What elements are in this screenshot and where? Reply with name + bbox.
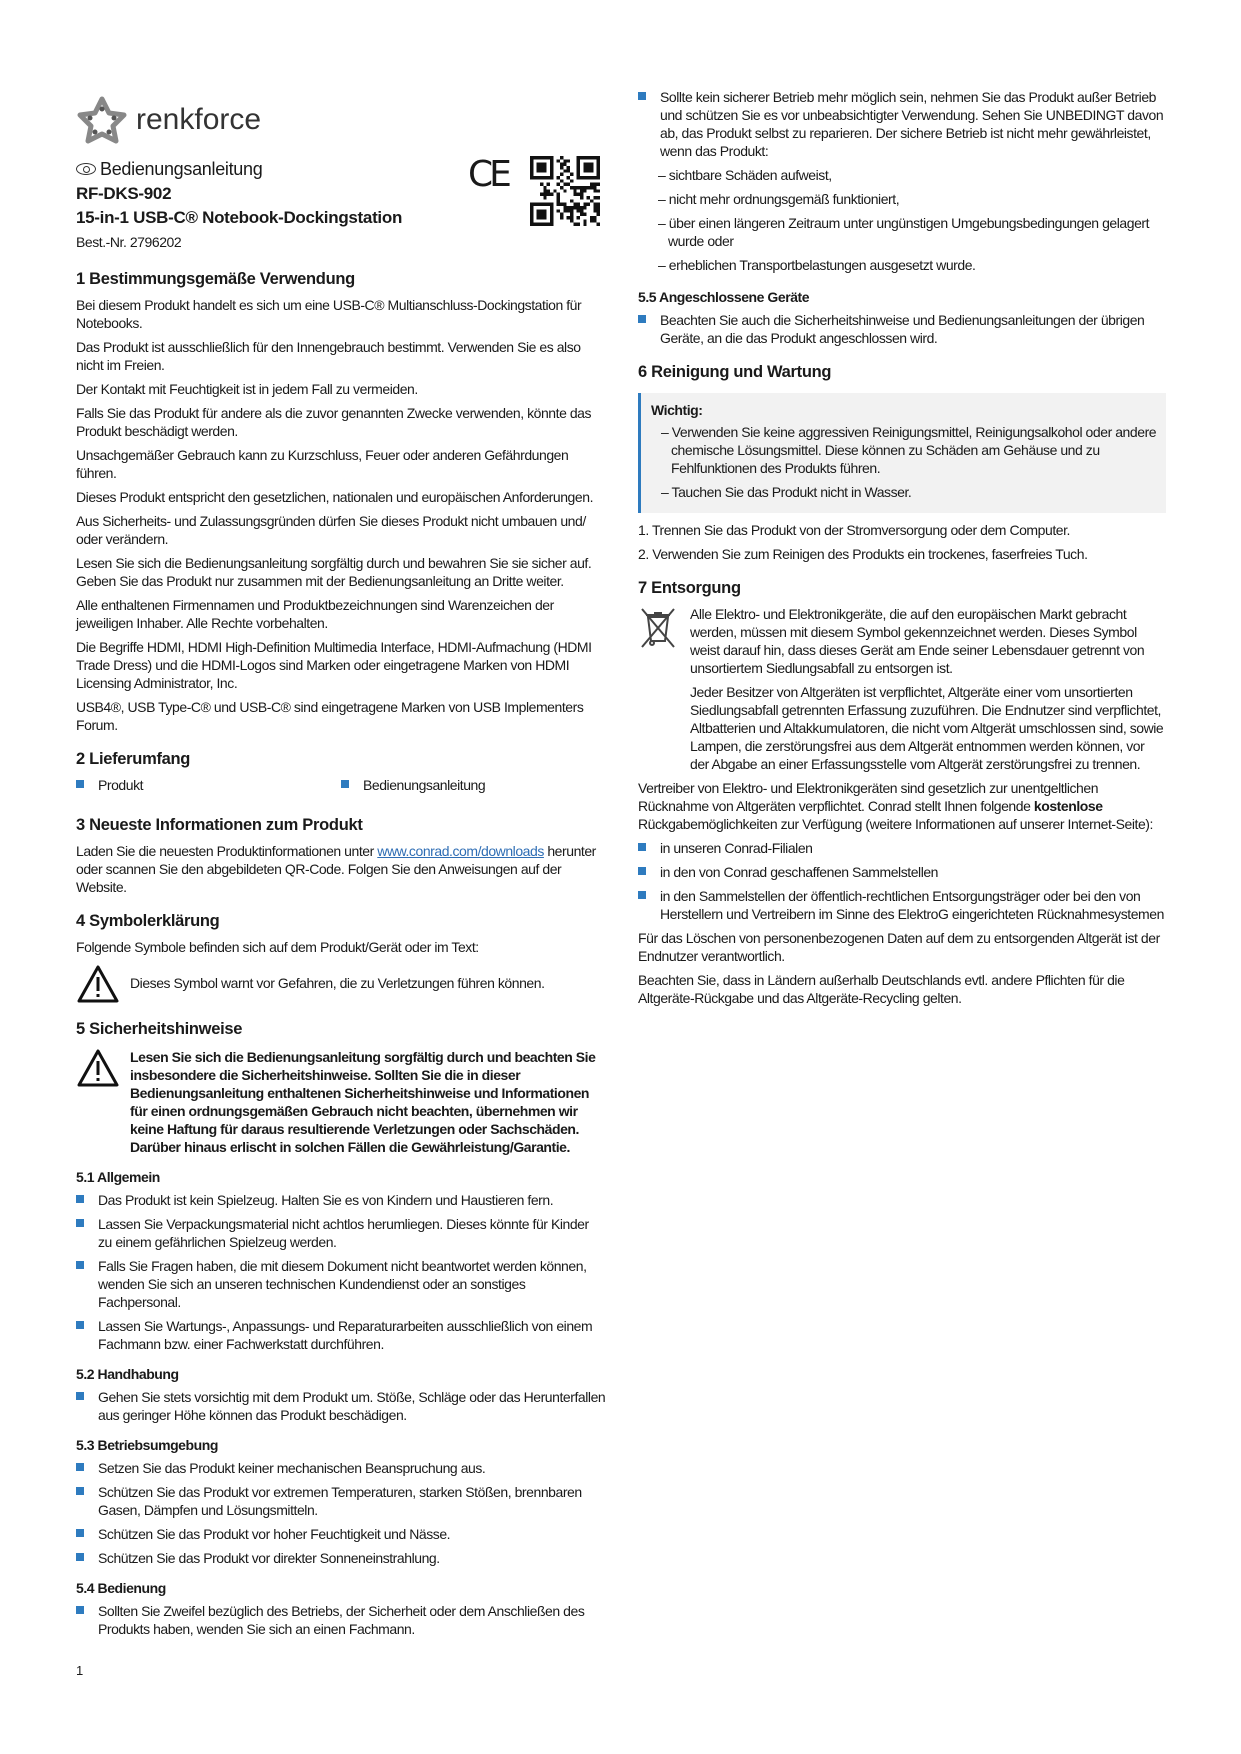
downloads-link[interactable]: www.conrad.com/downloads	[377, 843, 544, 859]
section-heading: 5.4 Bedienung	[76, 1580, 166, 1596]
bullet-item: Lassen Sie Wartungs-, Anpassungs- und Reparaturarbeiten ausschließlich von einem Fachmann bzw. einer Fachwerkstatt durchführen.	[76, 1317, 606, 1353]
delivery-item: Bedienungsanleitung	[341, 776, 606, 794]
product-title: 15-in-1 USB-C® Notebook-Dockingstation	[76, 208, 403, 227]
bullet-item: in unseren Conrad-Filialen	[638, 839, 1166, 857]
bullet-item: Sollte kein sicherer Betrieb mehr möglich sein, nehmen Sie das Produkt außer Betrieb und schützen Sie es vor unbeabsichtigter Verwendung. Sehen Sie UNBEDINGT davon ab, das Produkt selbst zu reparieren. Der sichere Betrieb ist nicht mehr gewährleistet, wenn das Produkt:	[638, 88, 1166, 160]
warning-triangle-icon	[76, 1048, 120, 1088]
dash-item: – erheblichen Transportbelastungen ausgesetzt wurde.	[658, 257, 976, 273]
paragraph: 1. Trennen Sie das Produkt von der Stromversorgung oder dem Computer.	[638, 522, 1070, 538]
bullet-item: Sollten Sie Zweifel bezüglich des Betriebs, der Sicherheit oder dem Anschließen des Produkts haben, wenden Sie sich an einen Fachmann.	[76, 1602, 606, 1638]
paragraph: Bei diesem Produkt handelt es sich um eine USB-C® Multianschluss-Dockingstation für Notebooks.	[76, 297, 582, 331]
paragraph: Die Begriffe HDMI, HDMI High-Definition Multimedia Interface, HDMI-Aufmachung (HDMI Trade Dress) und die HDMI-Logos sind Marken oder eingetragene Marken von HDMI Licensing Administrator, Inc.	[76, 639, 592, 691]
document-header	[76, 156, 606, 254]
manual-label: Bedienungsanleitung	[100, 159, 263, 179]
paragraph: Alle Elektro- und Elektronikgeräte, die auf den europäischen Markt gebracht werden, müssen mit diesem Symbol gekennzeichnet werden. Dieses Symbol weist darauf hin, dass dieses Gerät am Ende seiner Lebensdauer getrennt von unsortiertem Siedlungsabfall zu entsorgen ist.	[690, 606, 1145, 676]
page-number: 1	[76, 1663, 83, 1678]
language-de-icon	[76, 163, 96, 175]
bullet-item: Schützen Sie das Produkt vor hoher Feuchtigkeit und Nässe.	[76, 1525, 606, 1543]
paragraph: Jeder Besitzer von Altgeräten ist verpflichtet, Altgeräte einer vom unsortierten Siedlungsabfall getrennten Erfassung zuzuführen. Die Endnutzer sind verpflichtet, Altbatterien und Altakkumulatoren, die nicht vom Altgerät umschlossen sind, sowie Lampen, die zerstörungsfrei aus dem Altgerät entnommen werden können, vor der Abgabe an einer Erfassungsstelle vom Altgerät zerstörungsfrei zu trennen.	[690, 684, 1164, 772]
dash-item: – sichtbare Schäden aufweist,	[658, 167, 832, 183]
bullet-item: Falls Sie Fragen haben, die mit diesem Dokument nicht beantwortet werden können, wenden Sie sich an unseren technischen Kundendienst oder an sonstiges Fachpersonal.	[76, 1257, 606, 1311]
ce-mark: CE	[468, 154, 508, 195]
bullet-item: Lassen Sie Verpackungsmaterial nicht achtlos herumliegen. Dieses könnte für Kinder zu einem gefährlichen Spielzeug werden.	[76, 1215, 606, 1251]
text-run: herunter oder scannen Sie den abgebildeten QR-Code. Folgen Sie den Anweisungen auf der Website.	[76, 843, 596, 895]
paragraph: USB4®, USB Type-C® und USB-C® sind eingetragene Marken von USB Implementers Forum.	[76, 699, 584, 733]
paragraph: Aus Sicherheits- und Zulassungsgründen dürfen Sie dieses Produkt nicht umbauen und/ oder verändern.	[76, 513, 586, 547]
dash-item: – über einen längeren Zeitraum unter ungünstigen Umgebungsbedingungen gelagert wurde oder	[658, 215, 1150, 249]
left-column	[76, 92, 606, 1644]
order-number: Best.-Nr. 2796202	[76, 234, 182, 250]
disposal-notice	[638, 605, 1166, 779]
model-number: RF-DKS-902	[76, 184, 172, 203]
text-run: Vertreiber von Elektro- und Elektronikgeräten sind gesetzlich zur unentgeltlichen Rücknahme von Altgeräten verpflichtet. Conrad stellt Ihnen folgende	[638, 780, 1099, 814]
brand-name: renkforce	[136, 103, 262, 136]
section-heading: 6 Reinigung und Wartung	[638, 363, 832, 381]
paragraph	[638, 779, 1166, 833]
paragraph: 2. Verwenden Sie zum Reinigen des Produkts ein trockenes, faserfreies Tuch.	[638, 546, 1088, 562]
paragraph: Dieses Produkt entspricht den gesetzlichen, nationalen und europäischen Anforderungen.	[76, 489, 594, 505]
text-run: Laden Sie die neuesten Produktinformationen unter	[76, 843, 378, 859]
left-content	[76, 268, 606, 1638]
qr-code[interactable]	[530, 156, 600, 226]
bullet-item: Beachten Sie auch die Sicherheitshinweise und Bedienungsanleitungen der übrigen Geräte, an die das Produkt angeschlossen wird.	[638, 311, 1166, 347]
dash-item: – nicht mehr ordnungsgemäß funktioniert,	[658, 191, 900, 207]
text-run: Rückgabemöglichkeiten zur Verfügung (weitere Informationen auf unserer Internet-Seite):	[638, 816, 1153, 832]
warning-triangle-icon	[76, 964, 120, 1004]
bullet-item: Setzen Sie das Produkt keiner mechanischen Beanspruchung aus.	[76, 1459, 606, 1477]
paragraph: Folgende Symbole befinden sich auf dem Produkt/Gerät oder im Text:	[76, 939, 479, 955]
scope-of-delivery-list	[76, 776, 606, 800]
warning-text: Dieses Symbol warnt vor Gefahren, die zu Verletzungen führen können.	[130, 975, 545, 991]
delivery-item: Produkt	[76, 776, 341, 794]
section-heading: 5.2 Handhabung	[76, 1366, 179, 1382]
important-box	[638, 393, 1166, 513]
section-heading: 5 Sicherheitshinweise	[76, 1020, 243, 1038]
right-column	[638, 88, 1166, 1013]
paragraph: Lesen Sie sich die Bedienungsanleitung sorgfältig durch und bewahren Sie sie sicher auf. Geben Sie das Produkt nur zusammen mit der Bedienungsanleitung an Dritte weiter.	[76, 555, 592, 589]
renkforce-star-icon	[76, 95, 128, 145]
warning-notice	[76, 1048, 606, 1156]
section-heading: 5.3 Betriebsumgebung	[76, 1437, 218, 1453]
paragraph: Das Produkt ist ausschließlich für den Innengebrauch bestimmt. Verwenden Sie es also nicht im Freien.	[76, 339, 581, 373]
renkforce-logo	[76, 92, 606, 148]
important-item: – Verwenden Sie keine aggressiven Reinigungsmittel, Reinigungsalkohol oder andere chemische Lösungsmittel. Diese können zu Schäden am Gehäuse und zu Fehlfunktionen des Produkts führen.	[661, 424, 1157, 476]
section-heading: 1 Bestimmungsgemäße Verwendung	[76, 270, 355, 288]
section-heading: 7 Entsorgung	[638, 579, 741, 597]
warning-text: Lesen Sie sich die Bedienungsanleitung sorgfältig durch und beachten Sie insbesondere die Sicherheitshinweise. Sollten Sie die in dieser Bedienungsanleitung enthaltenen Sicherheitshinweise und Informationen für einen ordnungsgemäßen Gebrauch nicht beachten, übernehmen wir keine Haftung für daraus resultierende Verletzungen oder Sachschäden. Darüber hinaus erlischt in solchen Fällen die Gewährleistung/Garantie.	[130, 1049, 596, 1155]
paragraph: Falls Sie das Produkt für andere als die zuvor genannten Zwecke verwenden, könnte das Produkt beschädigt werden.	[76, 405, 592, 439]
section-heading: 3 Neueste Informationen zum Produkt	[76, 816, 363, 834]
bullet-item: Das Produkt ist kein Spielzeug. Halten Sie es von Kindern und Haustieren fern.	[76, 1191, 606, 1209]
section-heading: 4 Symbolerklärung	[76, 912, 220, 930]
paragraph: Der Kontakt mit Feuchtigkeit ist in jedem Fall zu vermeiden.	[76, 381, 418, 397]
paragraph: Beachten Sie, dass in Ländern außerhalb Deutschlands evtl. andere Pflichten für die Altgeräte-Rückgabe und das Altgeräte-Recycling gelten.	[638, 972, 1125, 1006]
section-heading: 5.5 Angeschlossene Geräte	[638, 289, 810, 305]
bullet-item: in den von Conrad geschaffenen Sammelstellen	[638, 863, 1166, 881]
disposal-text	[690, 605, 1166, 779]
paragraph: Alle enthaltenen Firmennamen und Produktbezeichnungen sind Warenzeichen der jeweiligen Inhaber. Alle Rechte vorbehalten.	[76, 597, 554, 631]
warning-notice	[76, 964, 606, 1004]
section-heading: 5.1 Allgemein	[76, 1169, 160, 1185]
important-item: – Tauchen Sie das Produkt nicht in Wasser.	[661, 484, 912, 500]
paragraph: Für das Löschen von personenbezogenen Daten auf dem zu entsorgenden Altgerät ist der Endnutzer verantwortlich.	[638, 930, 1160, 964]
weee-crossed-bin-icon	[638, 605, 678, 649]
important-title: Wichtig:	[651, 402, 703, 418]
paragraph: Unsachgemäßer Gebrauch kann zu Kurzschluss, Feuer oder anderen Gefährdungen führen.	[76, 447, 569, 481]
right-content	[638, 88, 1166, 1007]
bullet-item: Gehen Sie stets vorsichtig mit dem Produkt um. Stöße, Schläge oder das Herunterfallen aus geringer Höhe können das Produkt beschädigen.	[76, 1388, 606, 1424]
bullet-item: Schützen Sie das Produkt vor direkter Sonneneinstrahlung.	[76, 1549, 606, 1567]
section-heading: 2 Lieferumfang	[76, 750, 191, 768]
bullet-item: Schützen Sie das Produkt vor extremen Temperaturen, starken Stößen, brennbaren Gasen, Dämpfen und Lösungsmitteln.	[76, 1483, 606, 1519]
paragraph	[76, 842, 606, 896]
bold-text: kostenlose	[1033, 798, 1103, 814]
bullet-item: in den Sammelstellen der öffentlich-rechtlichen Entsorgungsträger oder bei den von Herstellern und Vertreibern im Sinne des ElektroG eingerichteten Rücknahmesystemen	[638, 887, 1166, 923]
